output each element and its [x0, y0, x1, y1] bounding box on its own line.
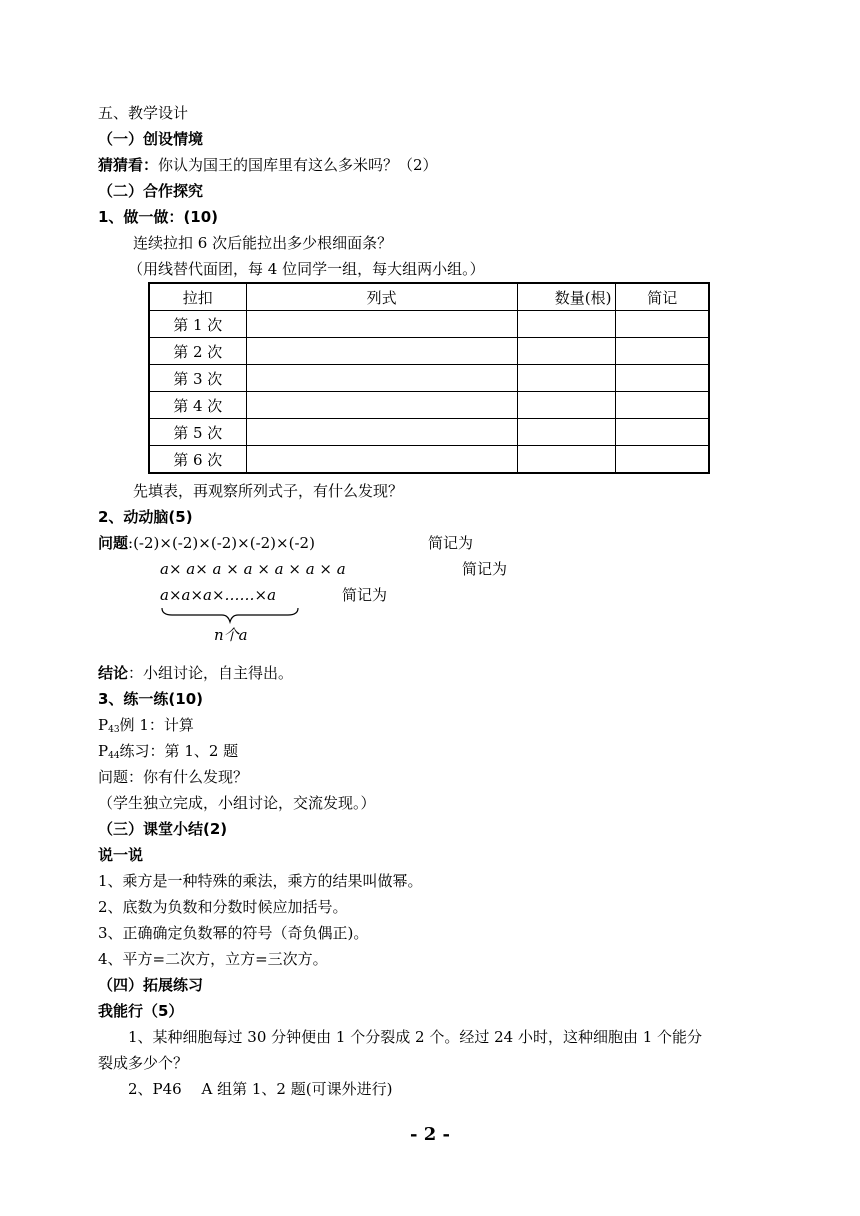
q3-note: 简记为 [342, 586, 388, 604]
cell-count[interactable] [517, 338, 616, 365]
part2-heading: （二）合作探究 [98, 182, 204, 200]
cell-short[interactable] [616, 365, 709, 392]
row-label: 第 6 次 [149, 446, 246, 474]
do-note: （用线替代面团，每 4 位同学一组，每大组两小组。） [128, 260, 485, 278]
cell-formula[interactable] [246, 338, 517, 365]
exercise-2: 2、P46 A 组第 1、2 题(可课外进行) [128, 1080, 393, 1098]
row-label: 第 1 次 [149, 311, 246, 338]
cell-count[interactable] [517, 365, 616, 392]
header-formula: 列式 [246, 283, 517, 311]
row-label: 第 3 次 [149, 365, 246, 392]
summary-item-4: 4、平方=二次方，立方=三次方。 [98, 950, 328, 968]
cell-formula[interactable] [246, 311, 517, 338]
brain-heading: 2、动动脑(5) [98, 508, 193, 526]
cell-short[interactable] [616, 311, 709, 338]
header-pull: 拉扣 [149, 283, 246, 311]
part3-sub: 说一说 [98, 846, 144, 864]
part1-heading: （一）创设情境 [98, 130, 204, 148]
question-1 [98, 532, 315, 554]
p1-prefix: P [98, 716, 109, 734]
p2-page: 44 [108, 751, 120, 761]
exercise-1a: 1、某种细胞每过 30 分钟便由 1 个分裂成 2 个。经过 24 小时，这种细胞由 1 个能分 [128, 1028, 703, 1046]
cell-count[interactable] [517, 446, 616, 474]
pull-table [148, 282, 710, 474]
table-row [149, 338, 709, 365]
cell-formula[interactable] [246, 365, 517, 392]
do-question: 连续拉扣 6 次后能拉出多少根细面条？ [133, 234, 393, 252]
guess-text: 你认为国王的国库里有这么多米吗？（2） [158, 156, 438, 174]
exercise-1b: 裂成多少个？ [98, 1054, 189, 1072]
cell-count[interactable] [517, 311, 616, 338]
cell-count[interactable] [517, 419, 616, 446]
cell-formula[interactable] [246, 446, 517, 474]
summary-item-3: 3、正确确定负数幂的符号（奇负偶正)。 [98, 924, 369, 942]
cell-formula[interactable] [246, 419, 517, 446]
practice-item-2 [98, 740, 238, 767]
p2-text: 练习：第 1、2 题 [119, 742, 239, 760]
page-number: - 2 - [410, 1124, 450, 1145]
table-row [149, 311, 709, 338]
cell-count[interactable] [517, 392, 616, 419]
practice-note: （学生独立完成，小组讨论，交流发现。） [98, 794, 376, 812]
underbrace-icon [160, 606, 300, 626]
summary-item-2: 2、底数为负数和分数时候应加括号。 [98, 898, 348, 916]
part4-heading: （四）拓展练习 [98, 976, 204, 994]
practice-question: 问题：你有什么发现？ [98, 768, 249, 786]
table-row [149, 446, 709, 474]
cell-short[interactable] [616, 338, 709, 365]
row-label: 第 4 次 [149, 392, 246, 419]
cell-short[interactable] [616, 392, 709, 419]
table-row [149, 419, 709, 446]
p2-prefix: P [98, 742, 109, 760]
table-header-row [149, 283, 709, 311]
guess-line [98, 154, 438, 176]
question-label: 问题 [98, 534, 129, 552]
guess-label: 猜猜看： [98, 156, 159, 174]
p1-text: 例 1：计算 [119, 716, 194, 734]
p1-page: 43 [108, 725, 120, 735]
q1-expr: :(-2)×(-2)×(-2)×(-2)×(-2) [128, 534, 315, 552]
part4-sub: 我能行（5） [98, 1002, 184, 1020]
cell-short[interactable] [616, 419, 709, 446]
conclusion-text: ：小组讨论，自主得出。 [128, 664, 294, 682]
q1-note: 简记为 [428, 534, 474, 552]
table-row [149, 365, 709, 392]
header-short: 简记 [616, 283, 709, 311]
summary-item-1: 1、乘方是一种特殊的乘法，乘方的结果叫做幂。 [98, 872, 423, 890]
cell-short[interactable] [616, 446, 709, 474]
after-table: 先填表，再观察所列式子，有什么发现？ [133, 482, 404, 500]
section-title: 五、教学设计 [98, 104, 189, 122]
table-row [149, 392, 709, 419]
q2-expr: a× a× a × a × a × a × a [160, 560, 346, 578]
header-count: 数量(根) [517, 283, 616, 311]
q2-note: 简记为 [462, 560, 508, 578]
do-heading: 1、做一做：(10) [98, 208, 219, 226]
practice-item-1 [98, 714, 194, 741]
conclusion-label: 结论 [98, 664, 129, 682]
cell-formula[interactable] [246, 392, 517, 419]
row-label: 第 2 次 [149, 338, 246, 365]
part3-heading: （三）课堂小结(2) [98, 820, 228, 838]
practice-heading: 3、练一练(10) [98, 690, 204, 708]
row-label: 第 5 次 [149, 419, 246, 446]
brace-label: n个a [214, 626, 248, 644]
conclusion-line [98, 662, 293, 684]
q3-expr: a×a×a×……×a [160, 586, 277, 604]
